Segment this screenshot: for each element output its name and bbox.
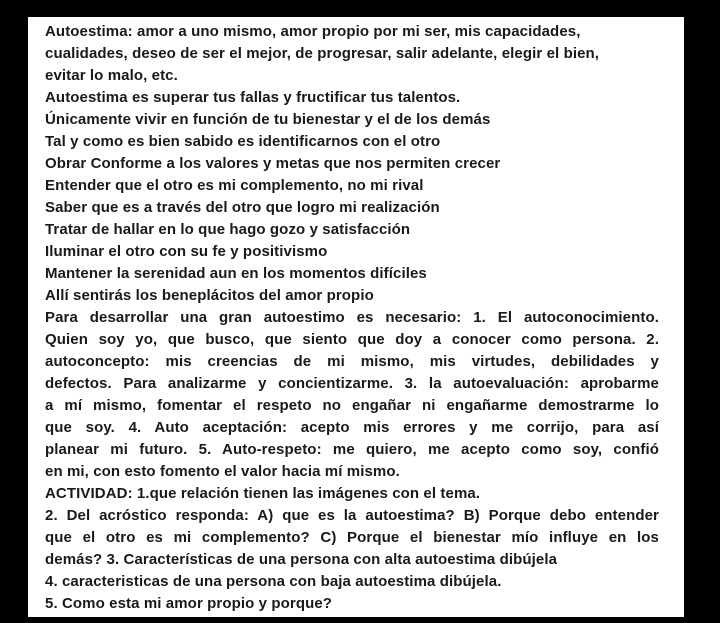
text-line: Entender que el otro es mi complemento, no mi rival [45,177,424,194]
text-line: Quien soy yo, que busco, que siento que doy a conocer como persona. 2. [45,331,659,348]
text-line: que soy. 4. Auto aceptación: acepto mis errores y me corrijo, para así [45,419,659,436]
text-line: Tratar de hallar en lo que hago gozo y satisfacción [45,221,411,238]
text-line: defectos. Para analizarme y concientizarme. 3. la autoevaluación: aprobarme [45,375,659,392]
document-page [28,17,684,617]
text-line: autoconcepto: mis creencias de mi mismo, mis virtudes, debilidades y [45,353,659,370]
text-line: Tal y como es bien sabido es identificarnos con el otro [45,133,441,150]
text-line: Autoestima: amor a uno mismo, amor propio por mi ser, mis capacidades, [45,23,581,40]
text-line: a mí mismo, fomentar el respeto no engañar ni engañarme demostrarme lo [45,397,659,414]
text-line: Mantener la serenidad aun en los momentos difíciles [45,265,427,282]
text-line: Allí sentirás los beneplácitos del amor propio [45,287,374,304]
text-line: Iluminar el otro con su fe y positivismo [45,243,328,260]
text-line: 2. Del acróstico responda: A) que es la autoestima? B) Porque debo entender [45,507,659,524]
text-line: 4. caracteristicas de una persona con baja autoestima dibújela. [45,573,502,590]
text-line: planear mi futuro. 5. Auto-respeto: me quiero, me acepto como soy, confió [45,441,659,458]
text-line: Para desarrollar una gran autoestimo es necesario: 1. El autoconocimiento. [45,309,659,326]
text-line: demás? 3. Características de una persona con alta autoestima dibújela [45,551,558,568]
text-line: evitar lo malo, etc. [45,67,178,84]
text-line: Obrar Conforme a los valores y metas que nos permiten crecer [45,155,501,172]
text-line: en mi, con esto fomento el valor hacia mí mismo. [45,463,400,480]
text-line: 5. Como esta mi amor propio y porque? [45,595,333,612]
activity-heading: ACTIVIDAD: 1.que relación tienen las imágenes con el tema. [45,485,481,502]
text-line: que el otro es mi complemento? C) Porque el bienestar mío influye en los [45,529,659,546]
text-line: cualidades, deseo de ser el mejor, de progresar, salir adelante, elegir el bien, [45,45,600,62]
text-line: Autoestima es superar tus fallas y fructificar tus talentos. [45,89,461,106]
text-line: Saber que es a través del otro que logro mi realización [45,199,440,216]
text-line: Únicamente vivir en función de tu bienestar y el de los demás [45,111,491,128]
